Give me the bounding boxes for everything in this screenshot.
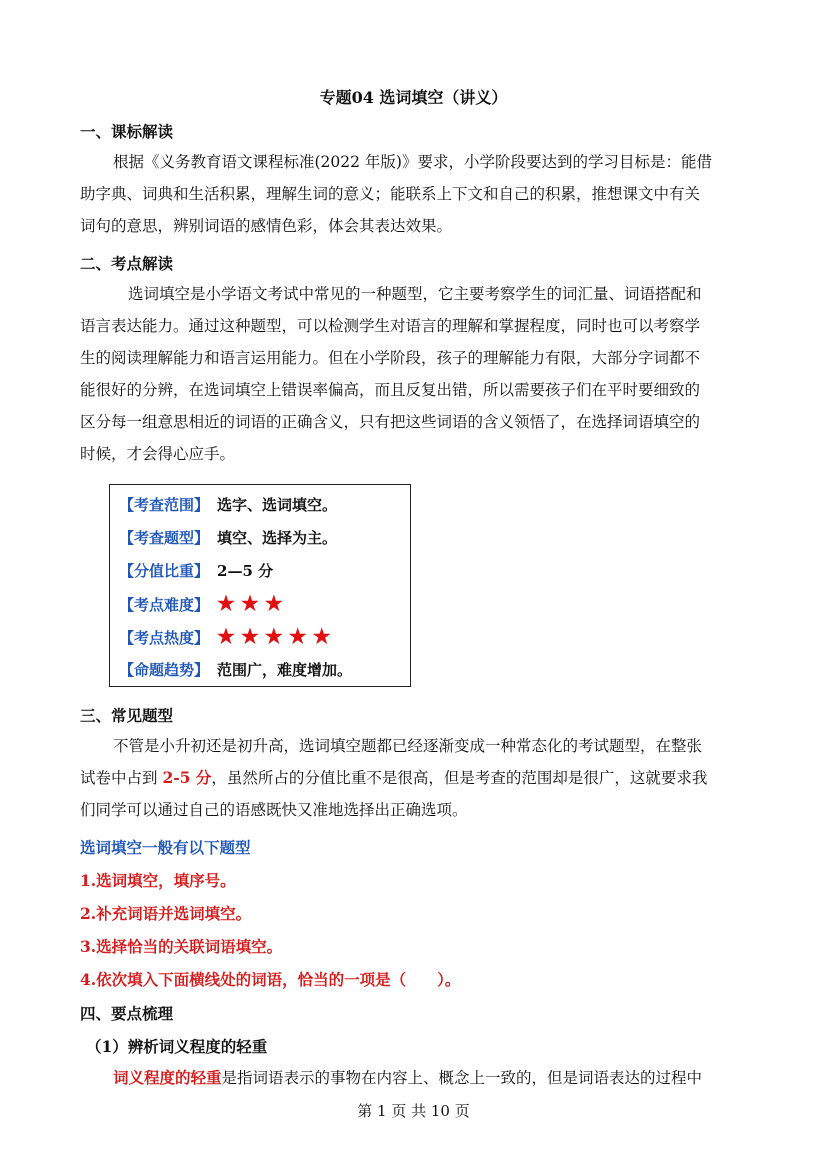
question-types-title: 选词填空一般有以下题型 (80, 838, 251, 857)
paragraph-line: 词句的意思，辨别词语的感情色彩，体会其表达效果。 (80, 217, 453, 235)
info-label: 【考查范围】 (119, 496, 210, 514)
question-type-item: 1.选词填空，填序号。 (80, 871, 236, 890)
info-label: 【命题趋势】 (119, 661, 210, 679)
text-segment: 试卷中占到 (80, 769, 163, 787)
page-title: 专题04 选词填空（讲义） (319, 88, 508, 107)
info-label: 【考点难度】 (119, 596, 210, 614)
paragraph-line: 时候，才会得心应手。 (80, 445, 236, 463)
section-heading-1: 一、课标解读 (80, 122, 174, 141)
paragraph-line: 根据《义务教育语文课程标准(2022 年版)》要求，小学阶段要达到的学习目标是：能借 (113, 153, 712, 171)
info-value: 范围广，难度增加。 (217, 661, 353, 679)
paragraph-line: 选词填空是小学语文考试中常见的一种题型，它主要考察学生的词汇量、词语搭配和 (128, 285, 702, 303)
text-segment: 是指词语表示的事物在内容上、概念上一致的，但是词语表达的过程中 (221, 1069, 703, 1087)
info-row-scope (119, 494, 337, 515)
info-value: 2—5 分 (217, 562, 274, 580)
text-segment: ，虽然所占的分值比重不是很高，但是考查的范围却是很广，这就要求我 (211, 769, 708, 787)
paragraph-line (80, 762, 707, 794)
info-row-trend (119, 659, 352, 680)
paragraph-line: 不管是小升初还是初升高，选词填空题都已经逐渐变成一种常态化的考试题型，在整张 (113, 737, 703, 755)
question-type-item: 2.补充词语并选词填空。 (80, 904, 252, 923)
info-value: 填空、选择为主。 (217, 529, 338, 547)
section-heading-3: 三、常见题型 (80, 706, 174, 725)
subsection-heading: （1）辨析词义程度的轻重 (86, 1037, 268, 1056)
info-label: 【考点热度】 (119, 629, 210, 647)
paragraph-line: 语言表达能力。通过这种题型，可以检测学生对语言的理解和掌握程度，同时也可以考察学 (80, 317, 701, 335)
paragraph-line (113, 1062, 702, 1094)
page-footer: 第 1 页 共 10 页 (357, 1102, 470, 1120)
info-value: 选字、选词填空。 (217, 496, 338, 514)
score-highlight: 2-5 分 (162, 768, 212, 787)
section-heading-4: 四、要点梳理 (80, 1004, 174, 1023)
question-type-item: 4.依次填入下面横线处的词语，恰当的一项是（ ）。 (80, 970, 461, 989)
info-row-type (119, 527, 337, 548)
paragraph-line: 助字典、词典和生活积累，理解生词的意义；能联系上下文和自己的积累，推想课文中有关 (80, 185, 701, 203)
paragraph-line: 们同学可以通过自己的语感既快又准地选择出正确选项。 (80, 801, 468, 819)
difficulty-stars-icon: ★★★ (217, 591, 289, 615)
info-label: 【考查题型】 (119, 529, 210, 547)
paragraph-line: 生的阅读理解能力和语言运用能力。但在小学阶段，孩子的理解能力有限，大部分字词都不 (80, 349, 701, 367)
info-label: 【分值比重】 (119, 562, 210, 580)
question-type-item: 3.选择恰当的关联词语填空。 (80, 937, 283, 956)
paragraph-line: 能很好的分辨，在选词填空上错误率偏高，而且反复出错，所以需要孩子们在平时要细致的 (80, 381, 701, 399)
hotness-stars-icon: ★★★★★ (217, 624, 337, 648)
info-row-hotness (119, 624, 337, 648)
info-row-score (119, 560, 273, 581)
term-highlight: 词义程度的轻重 (113, 1068, 222, 1087)
section-heading-2: 二、考点解读 (80, 254, 174, 273)
paragraph-line: 区分每一组意思相近的词语的正确含义，只有把这些词语的含义领悟了，在选择词语填空的 (80, 413, 701, 431)
info-row-difficulty (119, 591, 289, 615)
